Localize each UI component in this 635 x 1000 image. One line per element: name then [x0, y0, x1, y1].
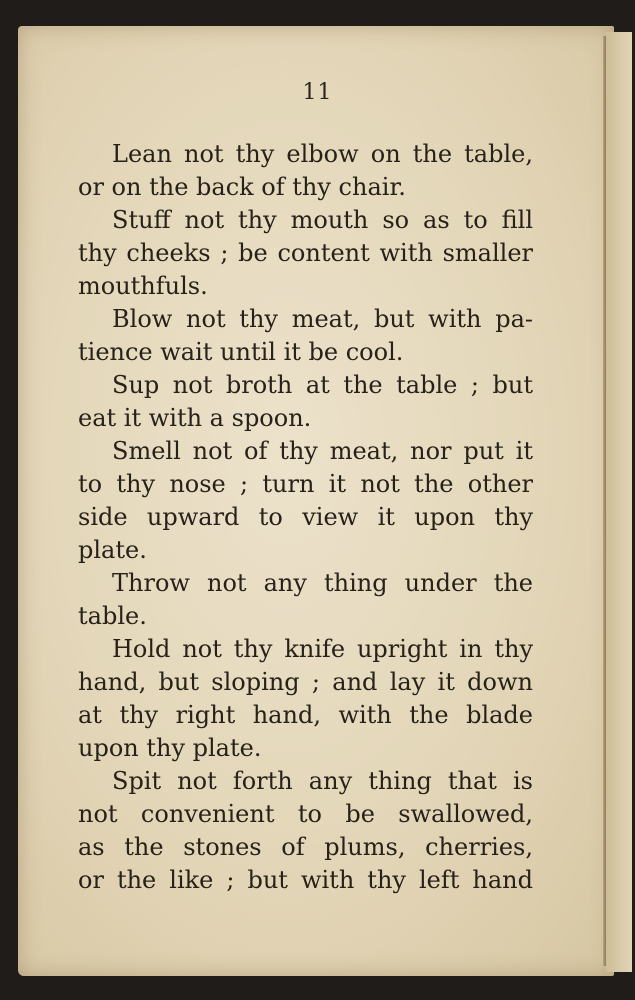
text-line: tience wait until it be cool. [78, 338, 404, 366]
text-line: eat it with a spoon. [78, 404, 312, 432]
text-line: upon thy plate. [78, 734, 262, 762]
text-line: Stuff not thy mouth so as to fill [112, 206, 533, 234]
text-line: hand, but sloping ; and lay it down [78, 668, 533, 696]
page-text [78, 138, 533, 897]
text-line: table. [78, 602, 147, 630]
text-line: thy cheeks ; be content with smaller [78, 239, 533, 267]
text-line: as the stones of plums, cherries, [78, 833, 533, 861]
text-line: Blow not thy meat, but with pa- [112, 305, 533, 333]
text-line: or the like ; but with thy left hand [78, 866, 533, 894]
text-line: Throw not any thing under the [112, 569, 533, 597]
text-line: not convenient to be swallowed, [78, 800, 533, 828]
text-line: plate. [78, 536, 147, 564]
text-line: or on the back of thy chair. [78, 173, 406, 201]
text-line: to thy nose ; turn it not the other [78, 470, 533, 498]
text-line: at thy right hand, with the blade [78, 701, 533, 729]
text-line: Hold not thy knife upright in thy [112, 635, 533, 663]
text-line: Sup not broth at the table ; but [112, 371, 533, 399]
next-page-edge [606, 32, 632, 972]
text-line: Lean not thy elbow on the table, [112, 140, 533, 168]
text-line: Smell not of thy meat, nor put it [112, 437, 533, 465]
text-line: mouthfuls. [78, 272, 208, 300]
text-line: side upward to view it upon thy [78, 503, 533, 531]
page-number: 11 [302, 80, 333, 105]
text-line: Spit not forth any thing that is [112, 767, 533, 795]
